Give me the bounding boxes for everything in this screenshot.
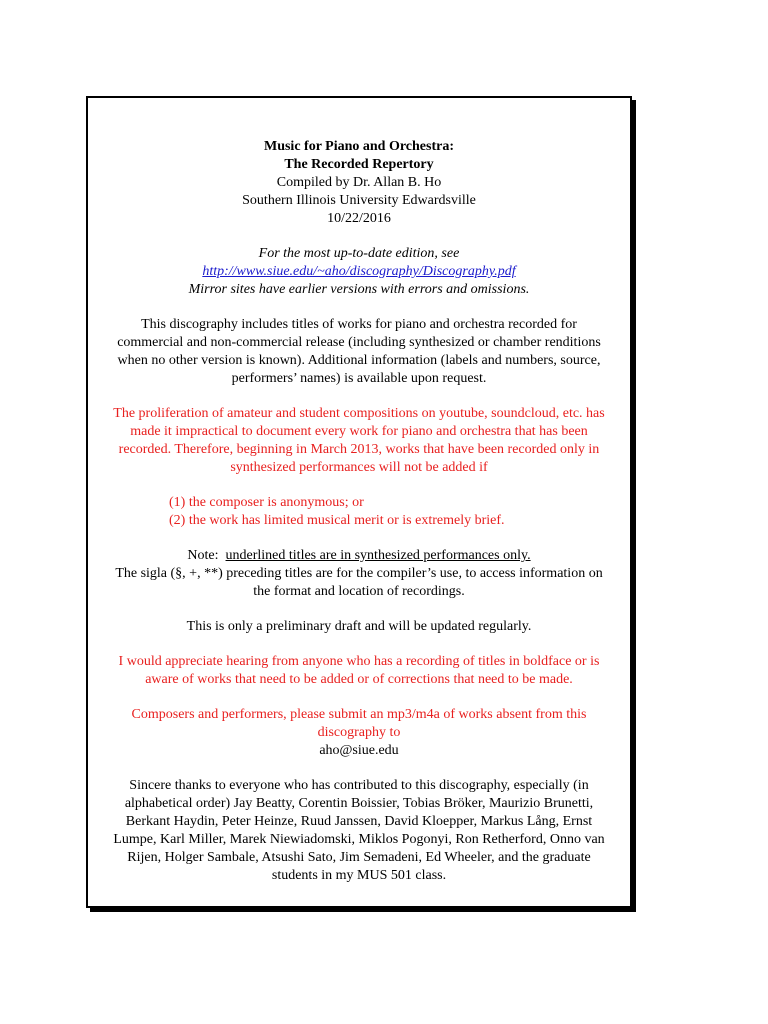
university-line: Southern Illinois University Edwardsville	[242, 193, 476, 208]
note-line	[96, 547, 622, 565]
thanks-line: Rijen, Holger Sambale, Atsushi Sato, Jim Semadeni, Ed Wheeler, and the graduate	[127, 850, 591, 865]
proliferation-paragraph	[96, 405, 622, 477]
intro-line: when no other version is known). Additional information (labels and numbers, source,	[117, 353, 601, 368]
date-line: 10/22/2016	[327, 211, 391, 226]
intro-line: This discography includes titles of works for piano and orchestra recorded for	[141, 317, 577, 332]
appeal-paragraph	[96, 653, 622, 689]
thanks-line: Sincere thanks to everyone who has contributed to this discography, especially (in	[129, 778, 589, 793]
thanks-line: students in my MUS 501 class.	[271, 868, 447, 883]
document-content	[96, 138, 622, 885]
title-block	[96, 138, 622, 228]
proliferation-line: synthesized performances will not be added if	[230, 460, 488, 475]
intro-line: performers’ names) is available upon request.	[231, 371, 487, 386]
mirror-note: Mirror sites have earlier versions with errors and omissions.	[188, 282, 530, 297]
note-prefix: Note:	[187, 548, 226, 563]
submit-line: Composers and performers, please submit an mp3/m4a of works absent from this	[131, 707, 587, 722]
contact-email[interactable]: aho@siue.edu	[319, 743, 399, 758]
thanks-line: alphabetical order) Jay Beatty, Corentin Boissier, Tobias Bröker, Maurizio Brunetti,	[124, 796, 594, 811]
thanks-paragraph	[96, 777, 622, 885]
note-underlined: underlined titles are in synthesized performances only.	[225, 548, 531, 563]
discography-link[interactable]: http://www.siue.edu/~aho/discography/Discography.pdf	[202, 264, 516, 279]
submit-line: discography to	[317, 725, 401, 740]
appeal-line: I would appreciate hearing from anyone who has a recording of titles in boldface or is	[118, 654, 600, 669]
intro-line: commercial and non-commercial release (including synthesized or chamber renditions	[117, 335, 601, 350]
proliferation-line: The proliferation of amateur and student compositions on youtube, soundcloud, etc. has	[113, 406, 605, 421]
sigla-line: The sigla (§, +, **) preceding titles are for the compiler’s use, to access information on	[115, 566, 603, 581]
title-line-2: The Recorded Repertory	[284, 157, 434, 172]
intro-paragraph	[96, 316, 622, 388]
conditions-list	[96, 494, 622, 530]
edition-note: For the most up-to-date edition, see	[258, 246, 460, 261]
proliferation-line: made it impractical to document every work for piano and orchestra that has been	[130, 424, 588, 439]
note-paragraph	[96, 547, 622, 601]
edition-block	[96, 245, 622, 299]
submit-paragraph	[96, 706, 622, 760]
title-line-1: Music for Piano and Orchestra:	[263, 139, 455, 154]
appeal-line: aware of works that need to be added or of corrections that need to be made.	[145, 672, 573, 687]
thanks-line: Lumpe, Karl Miller, Marek Niewiadomski, Miklos Pogonyi, Ron Retherford, Onno van	[113, 832, 605, 847]
draft-paragraph	[96, 618, 622, 636]
compiler-line: Compiled by Dr. Allan B. Ho	[276, 175, 442, 190]
sigla-line: the format and location of recordings.	[253, 584, 465, 599]
document-frame	[86, 96, 632, 908]
condition-item: (1) the composer is anonymous; or	[169, 495, 364, 510]
proliferation-line: recorded. Therefore, beginning in March 2013, works that have been recorded only in	[118, 442, 600, 457]
draft-note: This is only a preliminary draft and will be updated regularly.	[186, 619, 532, 634]
thanks-line: Berkant Haydin, Peter Heinze, Ruud Janssen, David Kloepper, Markus Lång, Ernst	[125, 814, 593, 829]
condition-item: (2) the work has limited musical merit or is extremely brief.	[169, 513, 505, 528]
